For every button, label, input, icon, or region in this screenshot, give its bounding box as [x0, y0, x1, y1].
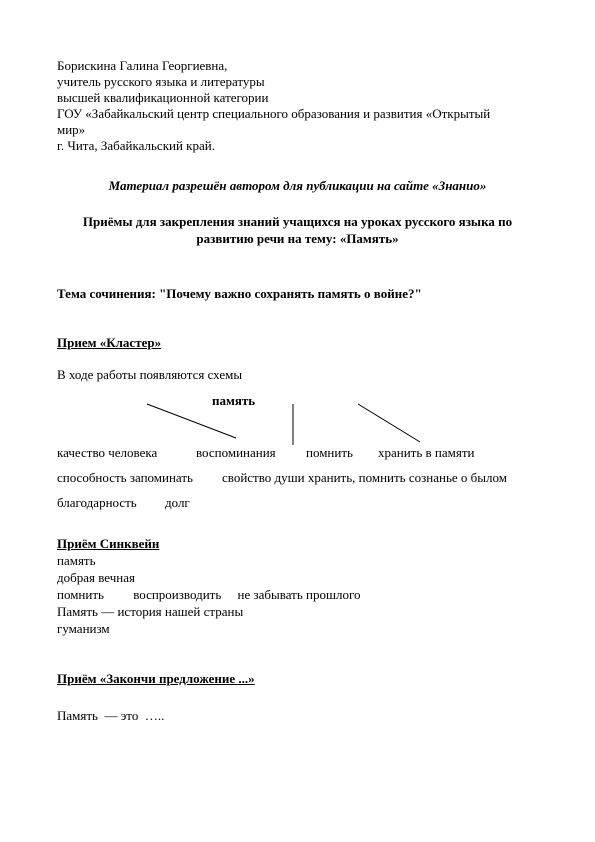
- cluster-word: долг: [165, 495, 190, 510]
- cluster-word: способность запоминать: [57, 470, 193, 485]
- cluster-line-right: [358, 404, 420, 442]
- cluster-word: помнить: [306, 445, 353, 460]
- cinquain-line: Память — история нашей страны: [57, 604, 244, 619]
- cinquain-line: добрая вечная: [57, 570, 135, 585]
- finish-text: Память — это …..: [57, 708, 165, 723]
- cluster-word: воспоминания: [196, 445, 276, 460]
- cluster-heading: Прием «Кластер»: [57, 335, 162, 350]
- essay-topic: Тема сочинения: "Почему важно сохранять память о войне?": [57, 286, 422, 301]
- cluster-center-word: память: [212, 393, 256, 408]
- author-category: высшей квалификационной категории: [57, 90, 269, 105]
- cluster-line-left: [147, 404, 236, 438]
- cluster-word: качество человека: [57, 445, 158, 460]
- author-position: учитель русского языка и литературы: [57, 74, 265, 89]
- author-city: г. Чита, Забайкальский край.: [57, 138, 215, 153]
- cinquain-line: память: [57, 553, 96, 568]
- cluster-word: хранить в памяти: [378, 445, 475, 460]
- cinquain-heading: Приём Синквейн: [57, 536, 160, 551]
- cluster-word: благодарность: [57, 495, 137, 510]
- author-organization-cont: мир»: [57, 122, 86, 137]
- cinquain-line: помнить воспроизводить не забывать прошлого: [57, 587, 361, 602]
- author-organization: ГОУ «Забайкальский центр специального образования и развития «Открытый: [57, 106, 491, 121]
- document-title-line1: Приёмы для закрепления знаний учащихся на уроках русского языка по: [82, 214, 513, 229]
- cluster-word: свойство души хранить, помнить сознанье о былом: [222, 470, 507, 485]
- permission-note: Материал разрешён автором для публикации на сайте «Знанио»: [108, 178, 487, 193]
- author-name: Борискина Галина Георгиевна,: [57, 58, 228, 73]
- cinquain-line: гуманизм: [57, 621, 110, 636]
- finish-heading: Приём «Закончи предложение ...»: [57, 671, 255, 686]
- document-title-line2: развитию речи на тему: «Память»: [196, 231, 399, 246]
- cluster-intro: В ходе работы появляются схемы: [57, 367, 243, 382]
